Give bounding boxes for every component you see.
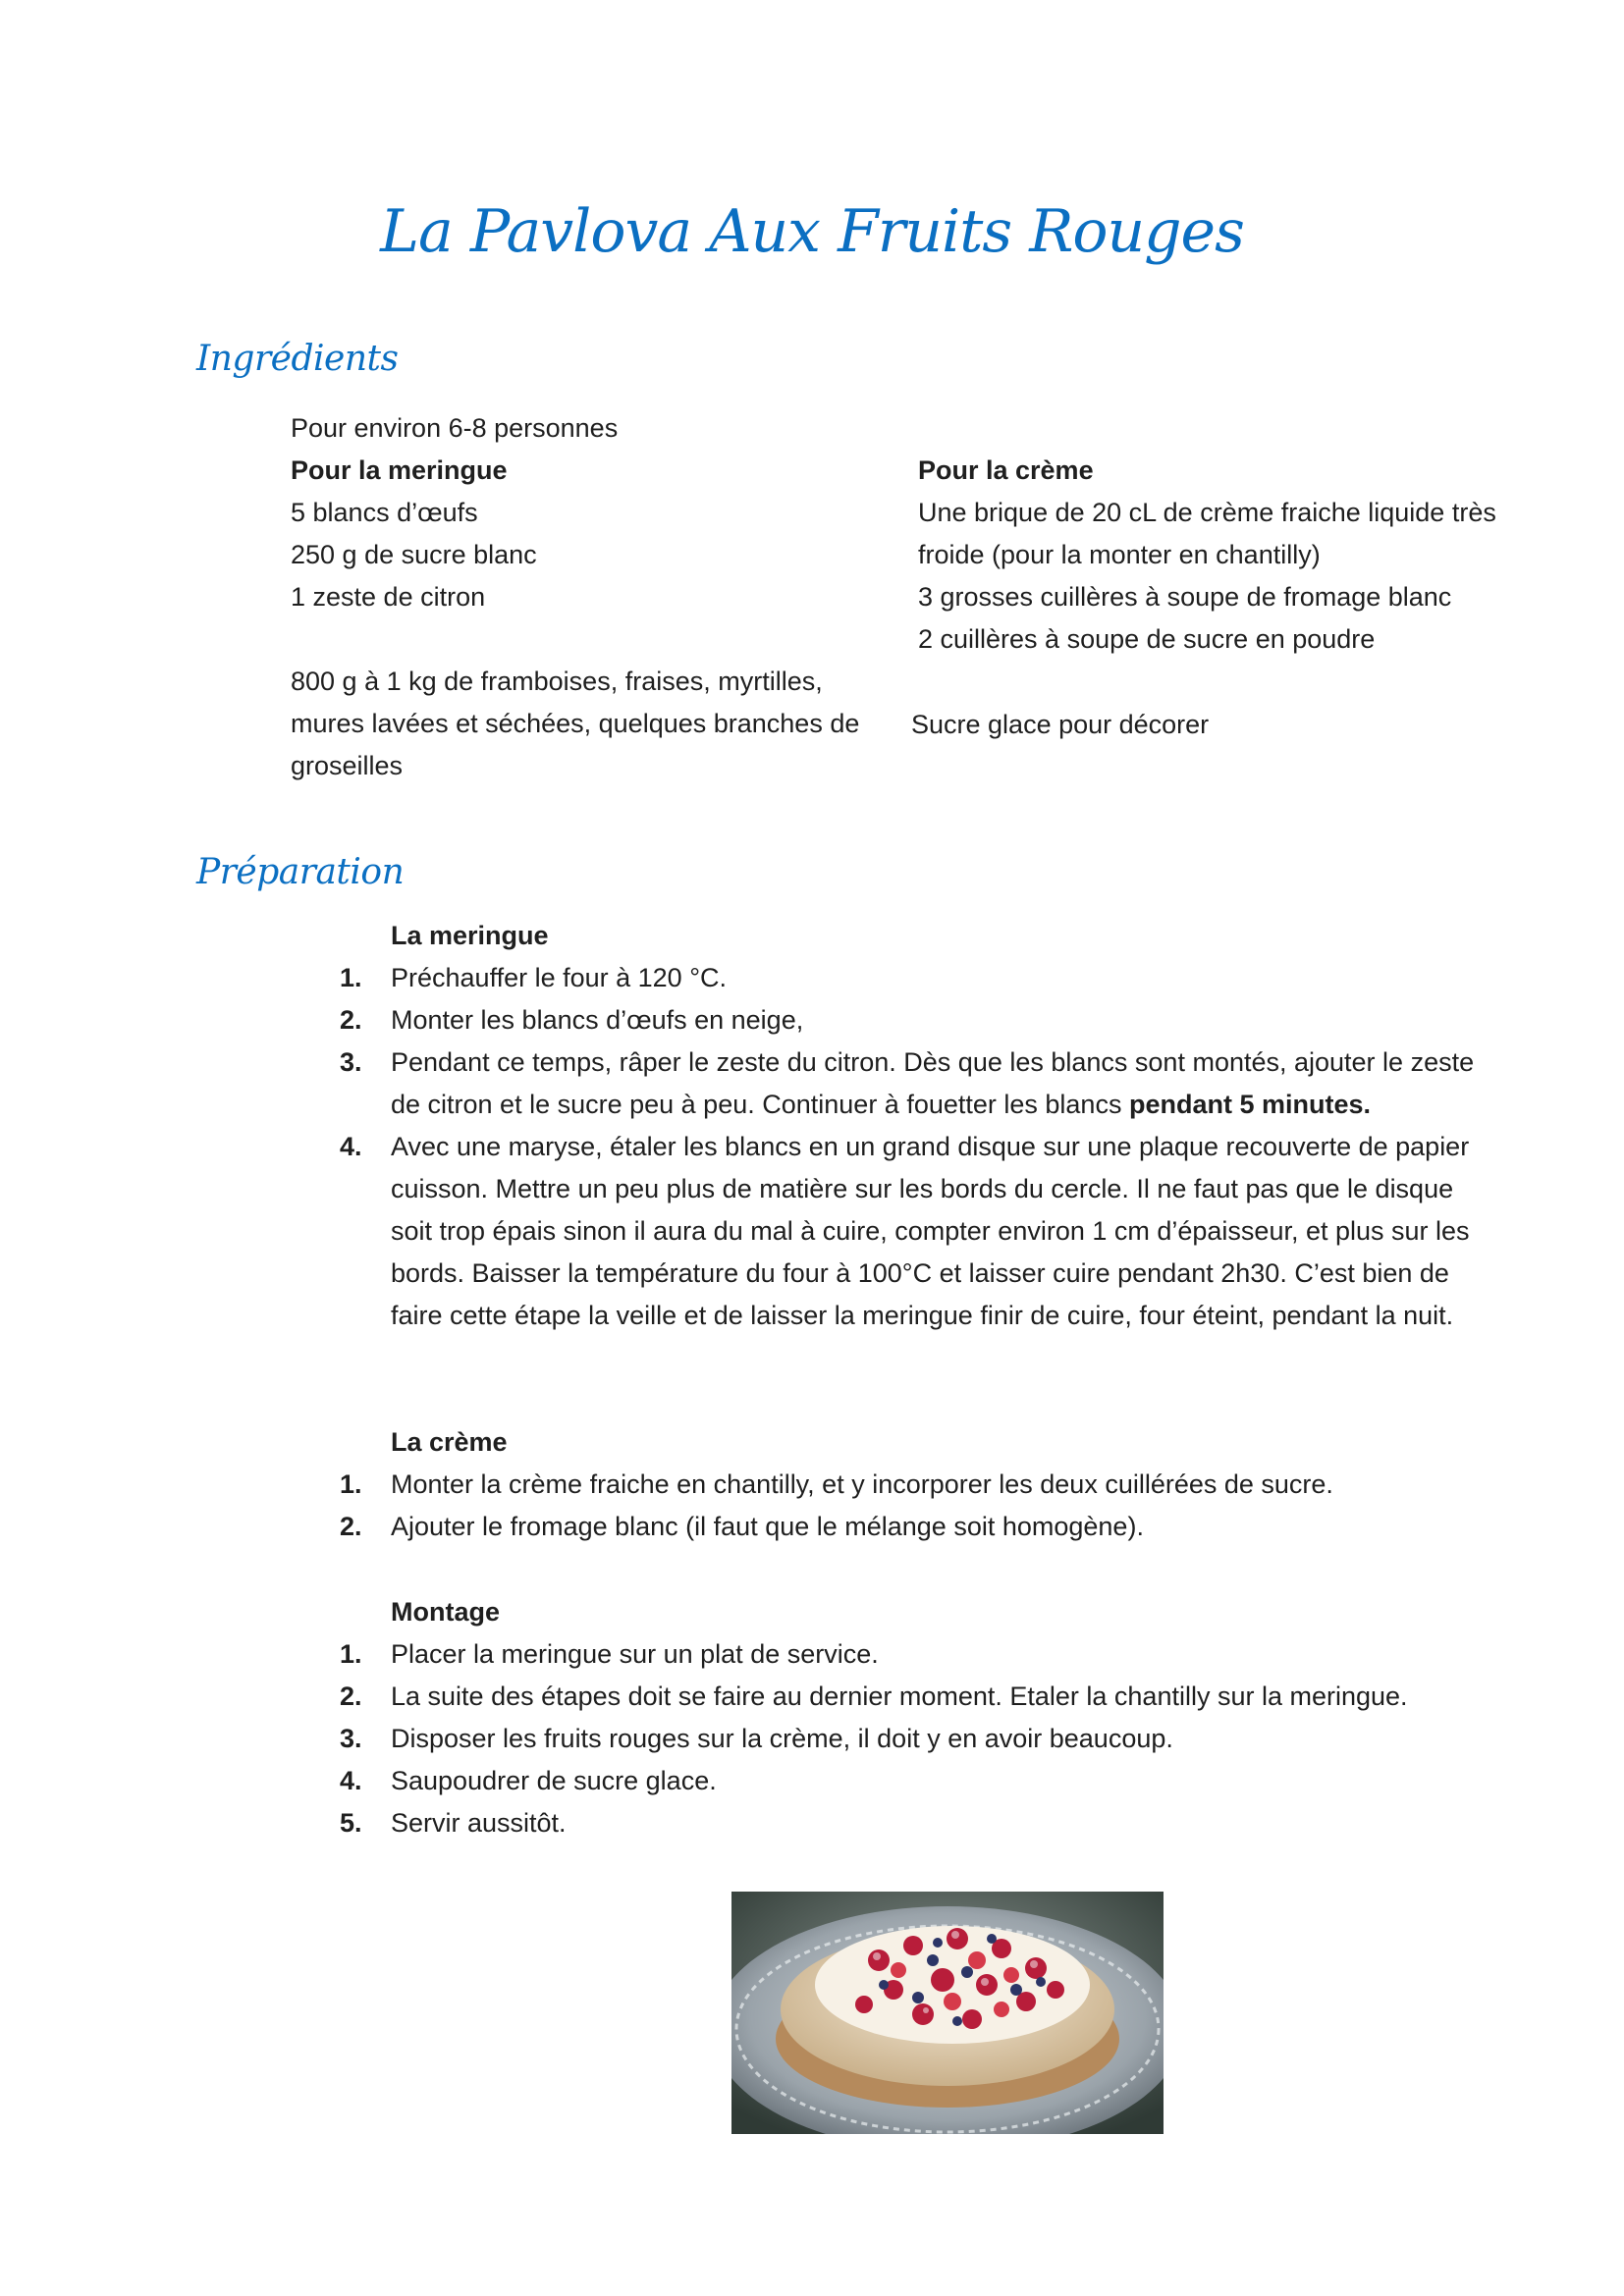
step-number: 2. — [340, 1682, 362, 1711]
step-text-emphasis: pendant 5 minutes. — [1128, 1090, 1371, 1119]
step-text: Disposer les fruits rouges sur la crème, il doit y en avoir beaucoup. — [391, 1724, 1173, 1753]
step-text: Avec une maryse, étaler les blancs en un grand disque sur une plaque recouverte de papier cuisson. Mettre un peu plus de matière sur les bords du cercle. Il ne faut pas que le disque soit trop épais sinon il aura du mal à cuire, compter environ 1 cm d’épaisseur, et plus sur les bords. Baisser la température du four à 100°C et laisser cuire pendant 2h30. C’est bien de faire cette étape la veille et de laisser la meringue finir de cuire, four éteint, pendant la nuit. — [391, 1132, 1470, 1330]
step-number: 3. — [340, 1047, 362, 1077]
step-number: 1. — [340, 1469, 362, 1499]
step-item — [340, 1760, 1498, 1802]
step-item — [340, 1718, 1498, 1760]
montage-steps-heading: Montage — [391, 1597, 500, 1627]
preparation-heading: Préparation — [196, 852, 405, 892]
pavlova-photo — [731, 1892, 1164, 2134]
step-text: Préchauffer le four à 120 °C. — [391, 963, 727, 992]
page-title: La Pavlova Aux Fruits Rouges — [380, 197, 1244, 266]
step-item — [340, 957, 1498, 999]
ingredient-item: 5 blancs d’œufs — [291, 498, 478, 527]
step-text: La suite des étapes doit se faire au dernier moment. Etaler la chantilly sur la meringue. — [391, 1682, 1408, 1711]
step-text: Servir aussitôt. — [391, 1808, 567, 1838]
step-number: 1. — [340, 963, 362, 992]
step-item — [340, 1126, 1498, 1337]
step-text: Monter les blancs d’œufs en neige, — [391, 1005, 804, 1035]
step-text: Ajouter le fromage blanc (il faut que le mélange soit homogène). — [391, 1512, 1144, 1541]
ingredient-item: 250 g de sucre blanc — [291, 540, 537, 569]
pavlova-photo-icon — [731, 1892, 1164, 2134]
step-number: 4. — [340, 1766, 362, 1795]
step-text: Pendant ce temps, râper le zeste du citron. Dès que les blancs sont montés, ajouter le zeste de citron et le sucre peu à peu. Continuer à fouetter les blancs — [391, 1047, 1475, 1119]
ingredients-right-column — [918, 450, 1546, 661]
creme-steps — [340, 1421, 1498, 1548]
step-item — [340, 1633, 1498, 1676]
ingredient-item: 2 cuillères à soupe de sucre en poudre — [918, 624, 1376, 654]
step-text: Placer la meringue sur un plat de service. — [391, 1639, 879, 1669]
meringue-ingredients-heading: Pour la meringue — [291, 455, 508, 485]
meringue-steps-heading: La meringue — [391, 921, 549, 950]
step-item — [340, 1464, 1498, 1506]
step-item — [340, 1041, 1498, 1126]
step-item — [340, 999, 1498, 1041]
ingredient-item: Une brique de 20 cL de crème fraiche liquide très froide (pour la monter en chantilly) — [918, 498, 1496, 569]
step-number: 5. — [340, 1808, 362, 1838]
creme-ingredients-heading: Pour la crème — [918, 455, 1094, 485]
ingredient-item: 1 zeste de citron — [291, 582, 486, 612]
step-item — [340, 1676, 1498, 1718]
step-text: Saupoudrer de sucre glace. — [391, 1766, 717, 1795]
step-number: 4. — [340, 1132, 362, 1161]
servings: Pour environ 6-8 personnes — [291, 413, 619, 443]
meringue-steps — [340, 915, 1498, 1337]
ingredient-item: 3 grosses cuillères à soupe de fromage blanc — [918, 582, 1452, 612]
ingredients-heading: Ingrédients — [196, 339, 399, 379]
garnish-ingredient: Sucre glace pour décorer — [911, 710, 1210, 739]
step-number: 2. — [340, 1005, 362, 1035]
creme-steps-heading: La crème — [391, 1427, 508, 1457]
ingredients-left-column — [291, 407, 880, 787]
montage-steps — [340, 1591, 1498, 1844]
step-number: 2. — [340, 1512, 362, 1541]
fruits-ingredient: 800 g à 1 kg de framboises, fraises, myrtilles, mures lavées et séchées, quelques branches de groseilles — [291, 667, 860, 780]
step-item — [340, 1802, 1498, 1844]
step-text: Monter la crème fraiche en chantilly, et y incorporer les deux cuillérées de sucre. — [391, 1469, 1333, 1499]
step-number: 1. — [340, 1639, 362, 1669]
step-item — [340, 1506, 1498, 1548]
step-number: 3. — [340, 1724, 362, 1753]
